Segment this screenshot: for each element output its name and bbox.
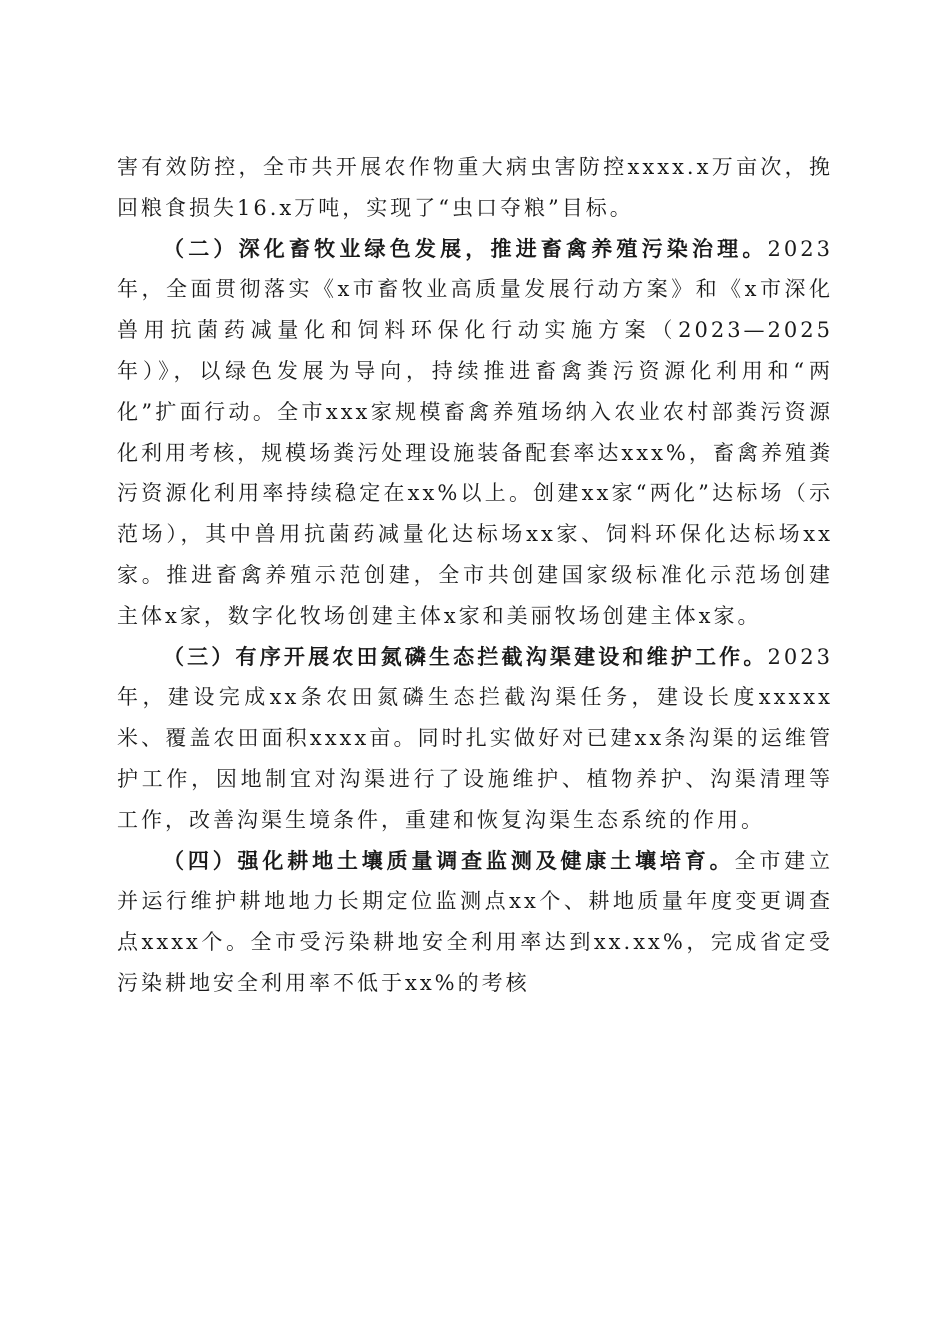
paragraph-text: 全市建立并运行维护耕地地力长期定位监测点xx个、耕地质量年度变更调查点xxxx个。全市受污染耕地安全利用率达到xx.xx%，完成省定受污染耕地安全利用率不低于xx%的考核 <box>117 848 834 995</box>
paragraph-pest-control <box>117 147 833 229</box>
paragraph-text: 害有效防控，全市共开展农作物重大病虫害防控xxxx.x万亩次，挽回粮食损失16.x万吨，实现了“虫口夺粮”目标。 <box>117 155 833 220</box>
section-heading-4: （四）强化耕地土壤质量调查监测及健康土壤培育。 <box>163 847 735 873</box>
paragraph-text: 2023年，全面贯彻落实《x市畜牧业高质量发展行动方案》和《x市深化兽用抗菌药减量化和饲料环保化行动实施方案（2023—2025年）》，以绿色发展为导向，持续推进畜禽粪污资源化利用和“两化”扩面行动。全市xxx家规模畜禽养殖场纳入农业农村部粪污资源化利用考核，规模场粪污处理设施装备配套率达xxx%，畜禽养殖粪污资源化利用率持续稳定在xx%以上。创建xx家“两化”达标场（示范场），其中兽用抗菌药减量化达标场xx家、饲料环保化达标场xx家。推进畜禽养殖示范创建，全市共创建国家级标准化示范场创建主体x家，数字化牧场创建主体x家和美丽牧场创建主体x家。 <box>117 236 833 628</box>
section-heading-2: （二）深化畜牧业绿色发展，推进畜禽养殖污染治理。 <box>163 235 768 261</box>
paragraph-livestock <box>117 229 833 637</box>
section-heading-3: （三）有序开展农田氮磷生态拦截沟渠建设和维护工作。 <box>163 643 768 669</box>
document-page <box>117 147 833 1004</box>
paragraph-soil <box>117 841 833 1004</box>
paragraph-ditches <box>117 637 833 841</box>
paragraph-text: 2023年，建设完成xx条农田氮磷生态拦截沟渠任务，建设长度xxxxx米、覆盖农田面积xxxx亩。同时扎实做好对已建xx条沟渠的运维管护工作，因地制宜对沟渠进行了设施维护、植物养护、沟渠清理等工作，改善沟渠生境条件，重建和恢复沟渠生态系统的作用。 <box>117 644 833 832</box>
